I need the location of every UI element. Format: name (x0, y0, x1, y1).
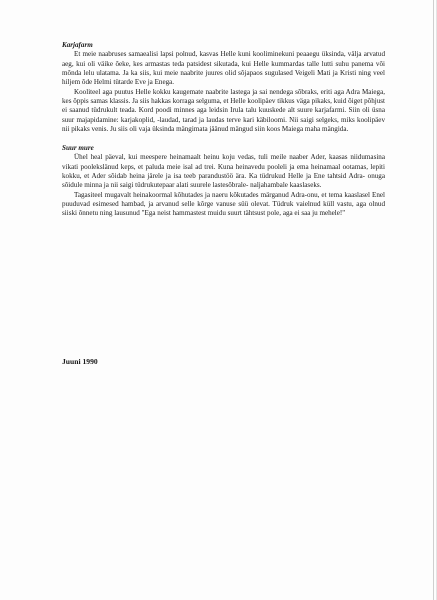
document-body (62, 41, 385, 228)
paragraph: Tagasiteel mugavalt heinakoormal kõhutades ja naeru kõkutades märganud Adra-onu, et tema kaaslasel Enel puuduvad esimesed hambad, ja arvanud selle kõrge vanuse süü olevat. Tüdruk vaielnud küll vastu, aga olnud siiski õnnetu ning lausunud "Ega neist hammastest muidu suurt tähtsust pole, aga ei saa ju mehele!" (62, 190, 385, 218)
section-suur-mure (62, 144, 385, 219)
paragraph: Ühel heal päeval, kui meespere heinamaalt heinu koju vedas, tuli meile naaber Ader, kaasas niidumasina vikati poolekslänud keps, et paluda meie isal ad trei. Kuna heinavedu pooleli ja ema heinamaal ootamas, lepiti kokku, et Ader sõidab heina järele ja isa teeb parandustöö ära. Ka tüdrukud Helle ja Ene tahtsid Adra- onuga sõidule minna ja nii saigi tüdrukutepaar alati suurele lastesõbrale- naljahambale kaaslaseks. (62, 153, 385, 190)
paragraph: Kooliteel aga puutus Helle kokku kaugemate naabrite lastega ja sai nendega sõbraks, eriti aga Adra Maiega, kes õppis samas klassis. Ja siis hakkas korraga selguma, et Helle koolipäev tikkus väga pikaks, kuid õiget põhjust ei saanud tüdrukult teada. Kord poodi minnes aga leidsin Irula talu kuuskede alt suure karjafarmi. Siin oli üsna suur majapidamine: karjakoplid, -laudad, tarad ja laudas terve kari käbiloomi. Nii saigi selgeks, miks koolipäev nii pikaks venis. Ju siis oli vaja üksinda mängimata jäänud mängud siin koos Maiega maha mängida. (62, 87, 385, 134)
paragraph: Et meie naabruses samaealisi lapsi polnud, kasvas Helle kuni kooliminekuni peaaegu üksinda, välja arvatud aeg, kui oli väike õeke, kes armastas teda patsidest sikutada, kui Helle kummardas talle lutti suhu panema või mõnda lelu ulatama. Ja ka siis, kui meie naabrite juures olid sõjapaos sugulased Veigeli Mati ja Kristi ning veel hiljem õde Helmi tütarde Eve ja Enega. (62, 50, 385, 87)
section-heading: Karjafarm (62, 41, 93, 49)
page-edge-shadow (433, 0, 434, 600)
section-karjafarm (62, 41, 385, 134)
document-date: Juuni 1990 (62, 357, 98, 366)
section-heading: Suur mure (62, 143, 94, 152)
